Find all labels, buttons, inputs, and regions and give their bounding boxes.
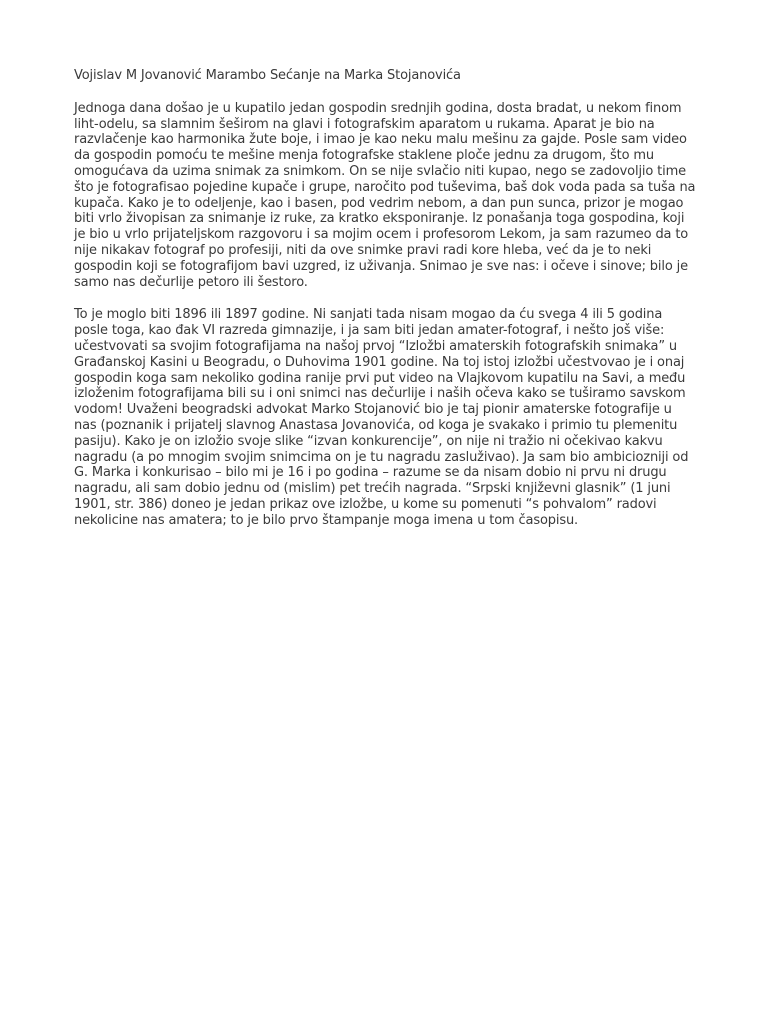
paragraph: Jednoga dana došao je u kupatilo jedan gospodin srednjih godina, dosta bradat, u nekom finom liht-odelu, sa slamnim šeširom na glavi i fotografskim aparatom u rukama. Aparat je bio na razvlačenje kao harmonika žute boje, i imao je kao neku malu mešinu za gajde. Posle sam video da gospodin pomoću te mešine menja fotografske staklene ploče jednu za drugom, što mu omogućava da uzima snimak za snimkom. On se nije svlačio niti kupao, nego se zadovoljio time što je fotografisao pojedine kupače i grupe, naročito pod tuševima, baš dok voda pada sa tuša na kupača. Kako je to odeljenje, kao i basen, pod vedrim nebom, a dan pun sunca, prizor je mogao biti vrlo živopisan za snimanje iz ruke, za kratko eksponiranje. Iz ponašanja toga gospodina, koji je bio u vrlo prijateljskom razgovoru i sa mojim ocem i profesorom Lekom, ja sam razumeo da to nije nikakav fotograf po profesiji, niti da ove snimke pravi radi kore hleba, već da je to neki gospodin koji se fotografijom bavi uzgred, iz uživanja. Snimao je sve nas: i očeve i sinove; bilo je samo nas dečurlije petoro ili šestoro. (74, 100, 696, 290)
paragraph: To je moglo biti 1896 ili 1897 godine. Ni sanjati tada nisam mogao da ću svega 4 ili 5 godina posle toga, kao đak VI razreda gimnazije, i ja sam biti jedan amater-fotograf, i nešto još više: učestvovati sa svojim fotografijama na našoj prvoj “Izložbi amaterskih fotografskih snimaka” u Građanskoj Kasini u Beogradu, o Duhovima 1901 godine. Na toj istoj izložbi učestvovao je i onaj gospodin koga sam nekoliko godina ranije prvi put video na Vlajkovom kupatilu na Savi, a među izloženim fotografijama bili su i oni snimci nas dečurlije i naših očeva kako se tuširamo savskom vodom! Uvaženi beogradski advokat Marko Stojanović bio je taj pionir amaterske fotografije u nas (poznanik i prijatelj slavnog Anastasa Jovanovića, od koga je svakako i primio tu plemenitu pasiju). Kako je on izložio svoje slike “izvan konkurencije”, on nije ni tražio ni očekivao kakvu nagradu (a po mnogim svojim snimcima on je tu nagradu zasluživao). Ja sam bio ambiciozniji od G. Marka i konkurisao – bilo mi je 16 i po godina – razume se da nisam dobio ni prvu ni drugu nagradu, ali sam dobio jednu od (mislim) pet trećih nagrada. “Srpski književni glasnik” (1 juni 1901, str. 386) doneo je jedan prikaz ove izložbe, u kome su pomenuti “s pohvalom” radovi nekolicine nas amatera; to je bilo prvo štampanje moga imena u tom časopisu. (74, 307, 689, 528)
document-title: Vojislav M Jovanović Marambo Sećanje na Marka Stojanovića (74, 68, 461, 83)
document-page (74, 68, 696, 546)
